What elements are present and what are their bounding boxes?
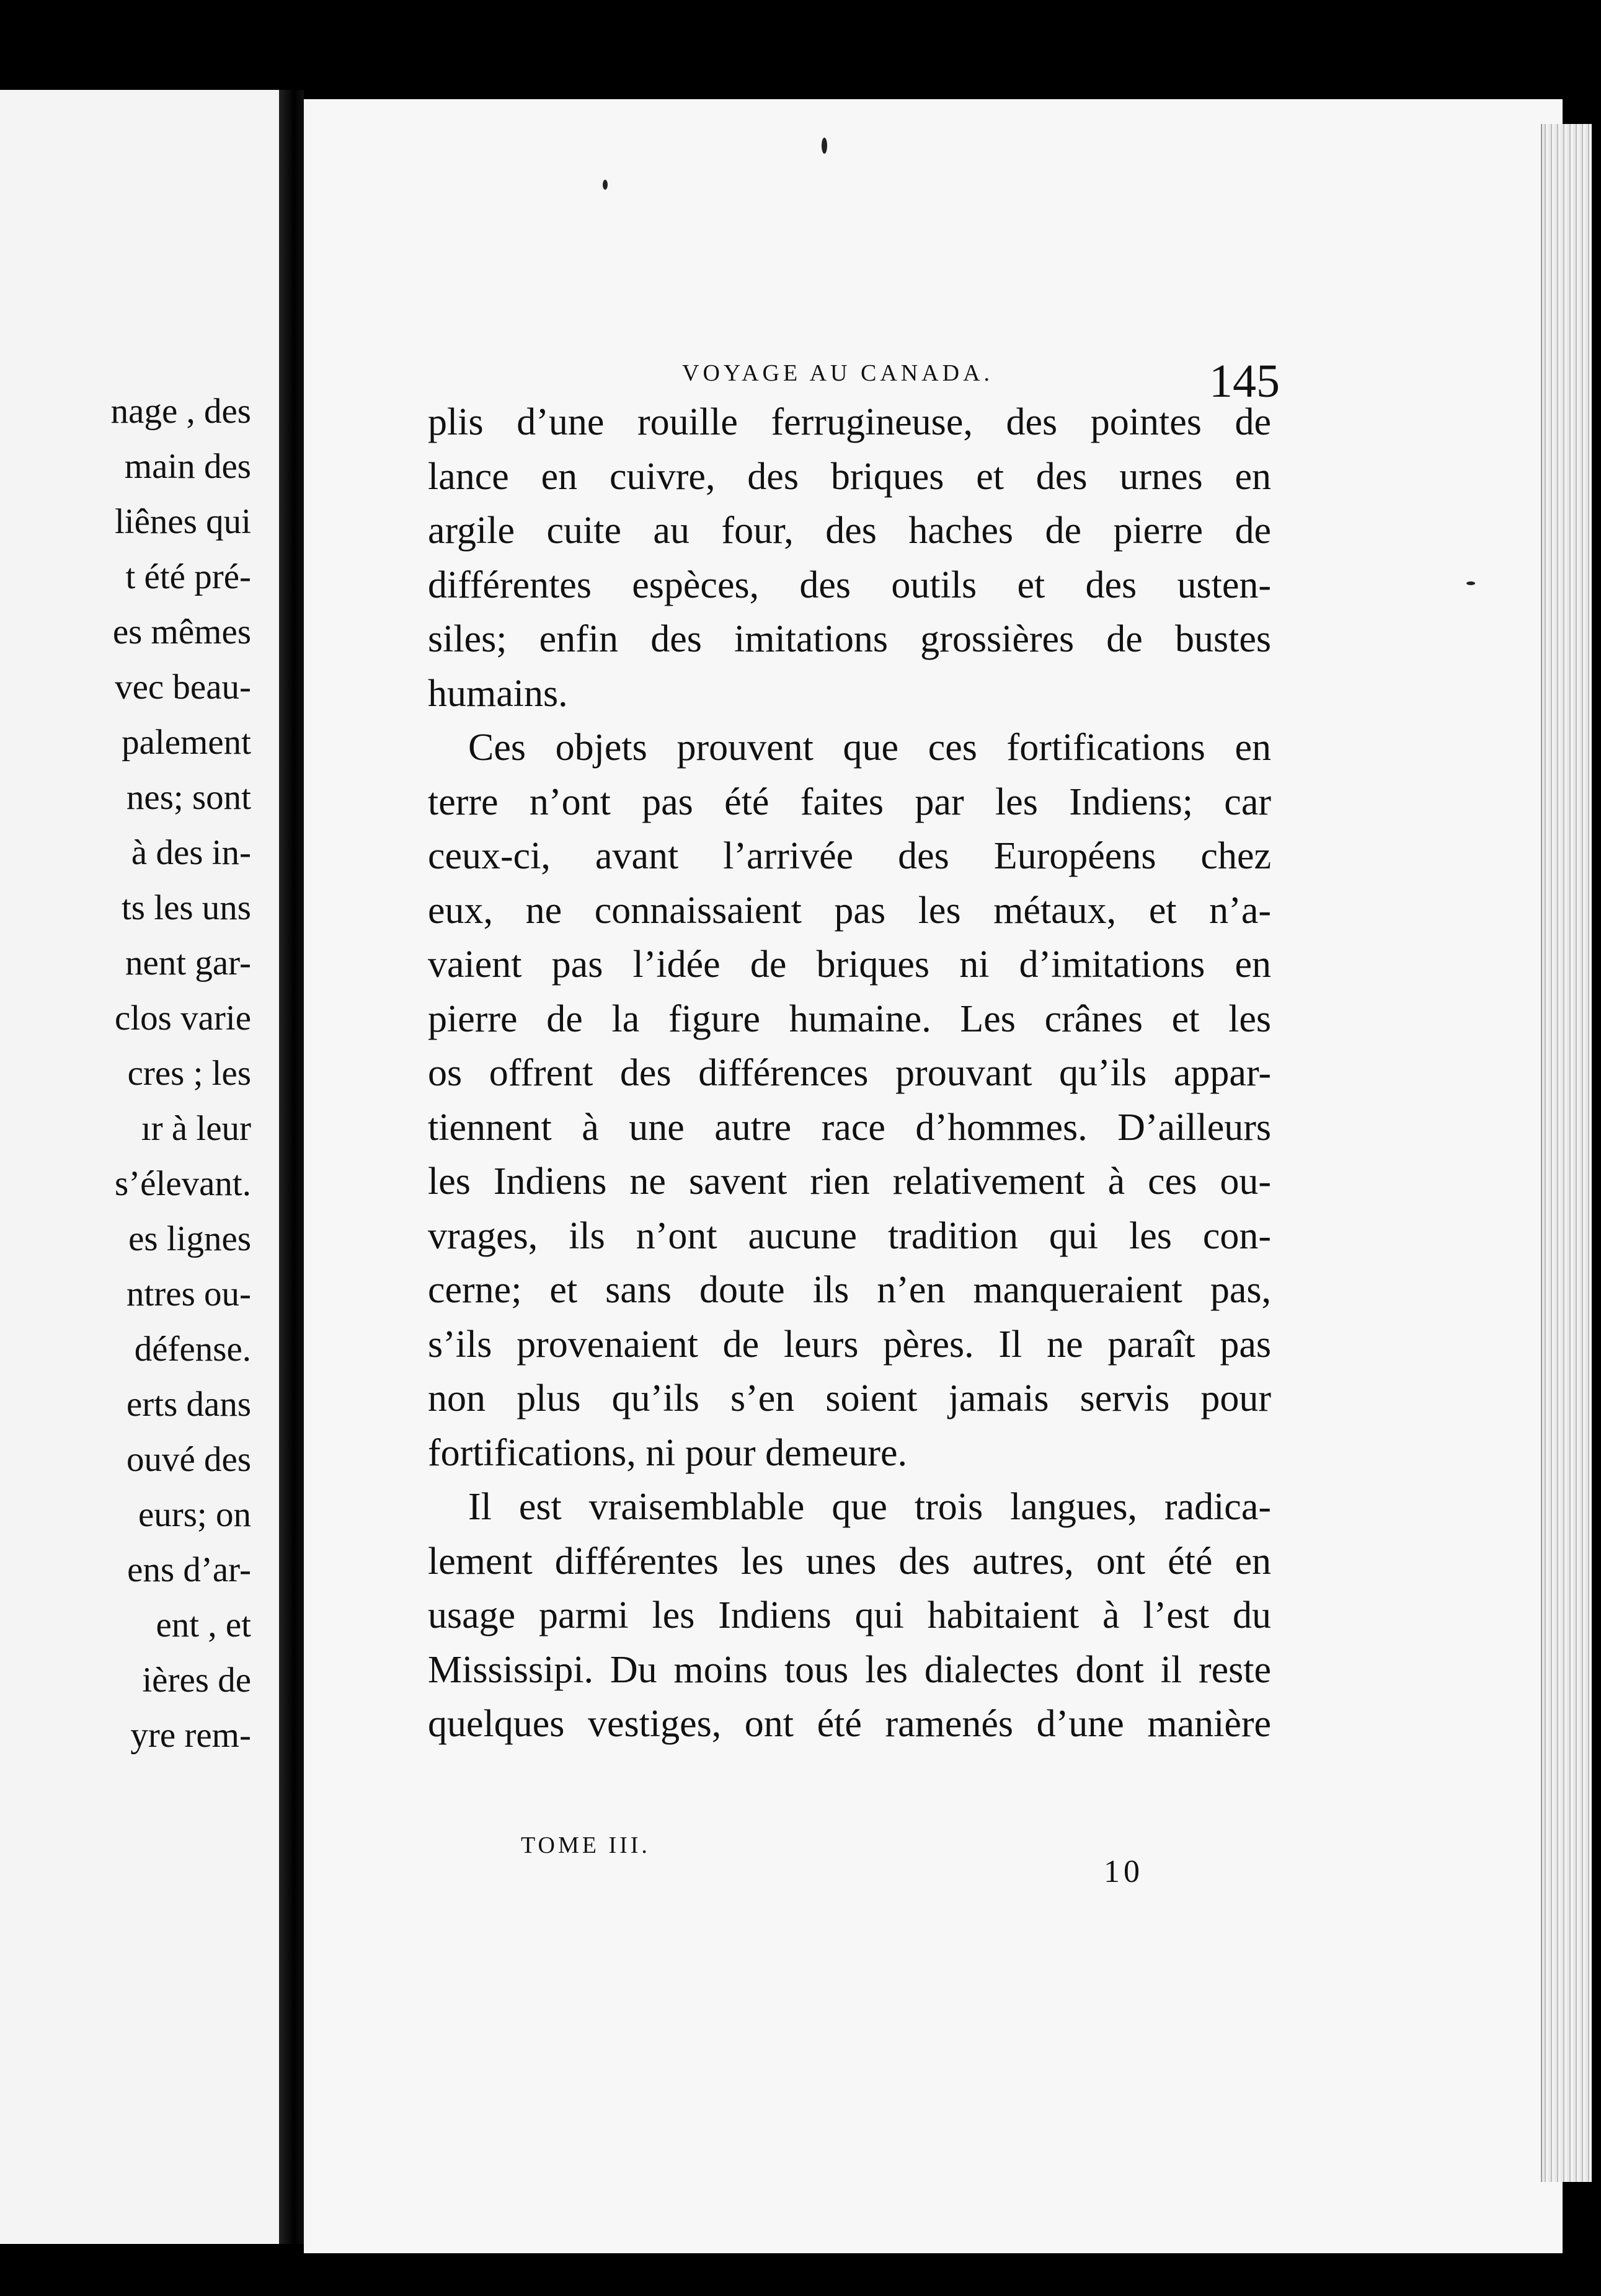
body-line: os offrent des différences prouvant qu’ils appar- (428, 1052, 1271, 1094)
body-line: Il est vraisemblable que trois langues, radica- (468, 1486, 1271, 1528)
left-page-line: défense. (134, 1330, 251, 1369)
left-page-line: nent gar- (125, 943, 251, 982)
left-page-line: liênes qui (114, 502, 251, 541)
running-head: VOYAGE AU CANADA. (682, 360, 994, 386)
body-line: fortifications, ni pour demeure. (428, 1431, 908, 1474)
body-line: terre n’ont pas été faites par les Indiens; car (428, 780, 1271, 823)
left-page-line: erts dans (126, 1385, 251, 1424)
left-page-line: nage , des (110, 392, 251, 431)
body-line: lance en cuivre, des briques et des urnes en (428, 455, 1271, 498)
body-line: humains. (428, 672, 568, 715)
left-page-line: ens d’ar- (127, 1550, 251, 1589)
left-page-line: vec beau- (115, 668, 251, 707)
left-page-line: ières de (142, 1661, 251, 1700)
page-number: 145 (1209, 355, 1280, 407)
page-edges (1541, 124, 1592, 2182)
left-page-line: palement (122, 723, 251, 762)
left-page-line: ent , et (156, 1605, 251, 1645)
ink-speck (1466, 581, 1475, 585)
volume-signature: TOME III. (521, 1832, 650, 1858)
body-line: pierre de la figure humaine. Les crânes et les (428, 997, 1271, 1040)
body-line: eux, ne connaissaient pas les métaux, et n’a- (428, 889, 1271, 932)
left-page-line: à des in- (131, 833, 251, 872)
left-page-line: es lignes (128, 1219, 251, 1258)
signature-mark: 10 (1104, 1854, 1143, 1889)
body-line: plis d’une rouille ferrugineuse, des pointes de (428, 401, 1271, 443)
body-line: argile cuite au four, des haches de pierre de (428, 510, 1271, 552)
body-line: usage parmi les Indiens qui habitaient à l’est du (428, 1594, 1271, 1636)
body-line: les Indiens ne savent rien relativement à ces ou- (428, 1160, 1271, 1203)
body-line: Ces objets prouvent que ces fortifications en (468, 726, 1271, 769)
ink-speck (603, 180, 608, 190)
left-page-line: main des (124, 447, 251, 486)
left-page-line: eurs; on (138, 1495, 251, 1534)
body-line: vaient pas l’idée de briques ni d’imitations en (428, 943, 1271, 986)
left-page-line: nes; sont (126, 778, 251, 817)
body-line: lement différentes les unes des autres, ont été en (428, 1540, 1271, 1583)
book-gutter (279, 90, 304, 2244)
body-line: non plus qu’ils s’en soient jamais servis pour (428, 1377, 1271, 1420)
body-line: différentes espèces, des outils et des usten- (428, 563, 1271, 606)
body-line: cerne; et sans doute ils n’en manqueraient pas, (428, 1269, 1271, 1311)
left-page-line: t été pré- (125, 557, 251, 596)
left-page-line: es mêmes (112, 612, 251, 651)
left-page (0, 90, 279, 2244)
left-page-line: s’élevant. (115, 1164, 251, 1203)
left-page-line: ouvé des (126, 1440, 251, 1479)
body-line: s’ils provenaient de leurs pères. Il ne paraît pas (428, 1323, 1271, 1366)
body-line: tiennent à une autre race d’hommes. D’ailleurs (428, 1106, 1271, 1149)
body-line: ceux-ci, avant l’arrivée des Européens chez (428, 835, 1271, 877)
body-line: siles; enfin des imitations grossières de bustes (428, 618, 1271, 660)
left-page-line: ts les uns (121, 888, 251, 927)
left-page-line: clos varie (115, 999, 251, 1038)
left-page-line: ntres ou- (126, 1274, 251, 1314)
body-line: Mississipi. Du moins tous les dialectes dont il reste (428, 1648, 1271, 1691)
left-page-line: cres ; les (127, 1054, 251, 1093)
body-line: quelques vestiges, ont été ramenés d’une manière (428, 1703, 1271, 1745)
left-page-line: yre rem- (130, 1716, 251, 1755)
left-page-line: ır à leur (141, 1109, 251, 1148)
body-line: vrages, ils n’ont aucune tradition qui les con- (428, 1214, 1271, 1257)
ink-speck (822, 138, 827, 154)
